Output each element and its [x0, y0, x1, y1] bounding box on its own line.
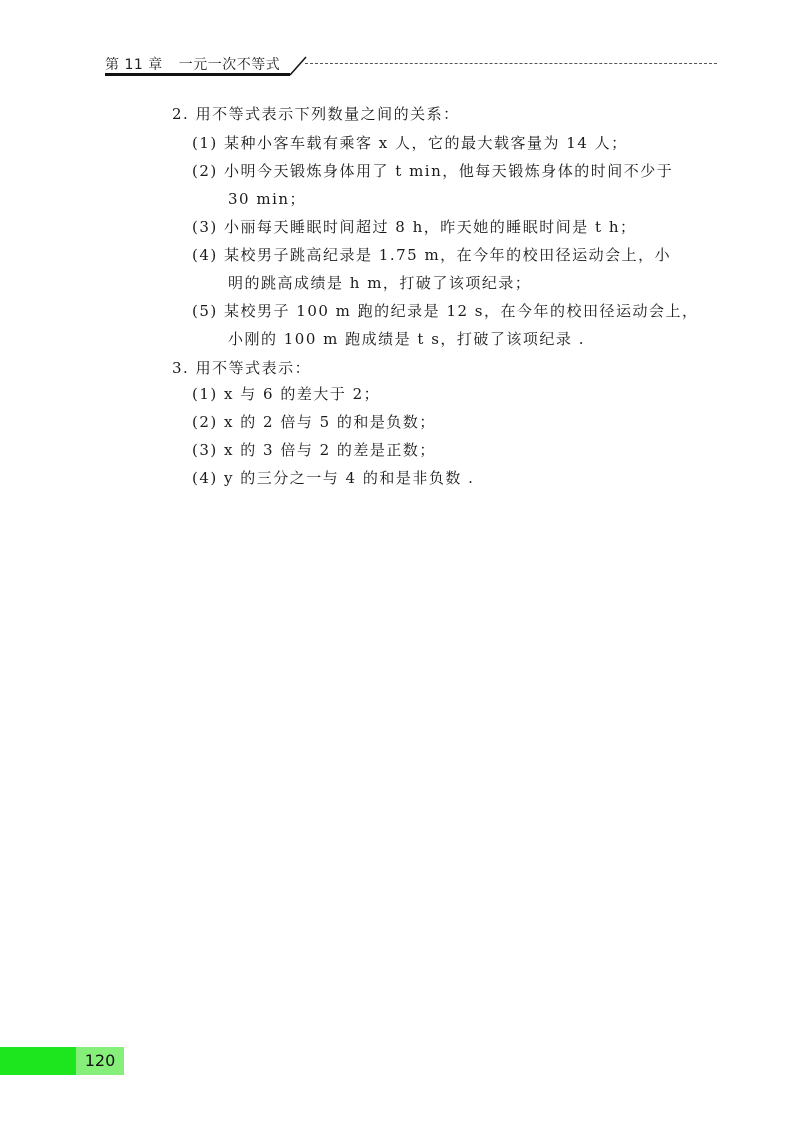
chapter-number: 第 11 章 [105, 57, 163, 73]
question-2-item-3: (3) 小丽每天睡眠时间超过 8 h，昨天她的睡眠时间是 t h； [192, 218, 637, 236]
chapter-title [105, 54, 280, 74]
question-3-item-1: (1) x 与 6 的差大于 2； [192, 385, 381, 403]
page-tab-bar [0, 1047, 76, 1075]
page-number: 120 [84, 1051, 116, 1070]
chapter-name: 一元一次不等式 [178, 57, 281, 73]
question-3-item-4: (4) y 的三分之一与 4 的和是非负数 . [192, 469, 475, 487]
question-2-item-5: (5) 某校男子 100 m 跑的纪录是 12 s，在今年的校田径运动会上， [192, 302, 699, 320]
header-slash-ornament [288, 54, 308, 76]
question-2-item-1: (1) 某种小客车载有乘客 x 人，它的最大载客量为 14 人； [192, 134, 628, 152]
question-2-item-2-cont: 30 min； [228, 190, 307, 208]
question-2-item-5-cont: 小刚的 100 m 跑成绩是 t s，打破了该项纪录 . [228, 330, 585, 348]
question-2-item-2: (2) 小明今天锻炼身体用了 t min，他每天锻炼身体的时间不少于 [192, 162, 674, 180]
question-3-item-3: (3) x 的 3 倍与 2 的差是正数； [192, 441, 436, 459]
question-2-item-4: (4) 某校男子跳高纪录是 1.75 m，在今年的校田径运动会上，小 [192, 246, 672, 264]
question-2-item-4-cont: 明的跳高成绩是 h m，打破了该项纪录； [228, 274, 532, 292]
running-header [105, 52, 717, 78]
question-3-stem: 3. 用不等式表示： [172, 359, 312, 377]
question-3-item-2: (2) x 的 2 倍与 5 的和是负数； [192, 413, 436, 431]
header-underline [105, 73, 290, 76]
page-number-tab [0, 1047, 124, 1075]
question-2-stem: 2. 用不等式表示下列数量之间的关系： [172, 105, 460, 123]
header-dashed-rule [305, 63, 717, 64]
